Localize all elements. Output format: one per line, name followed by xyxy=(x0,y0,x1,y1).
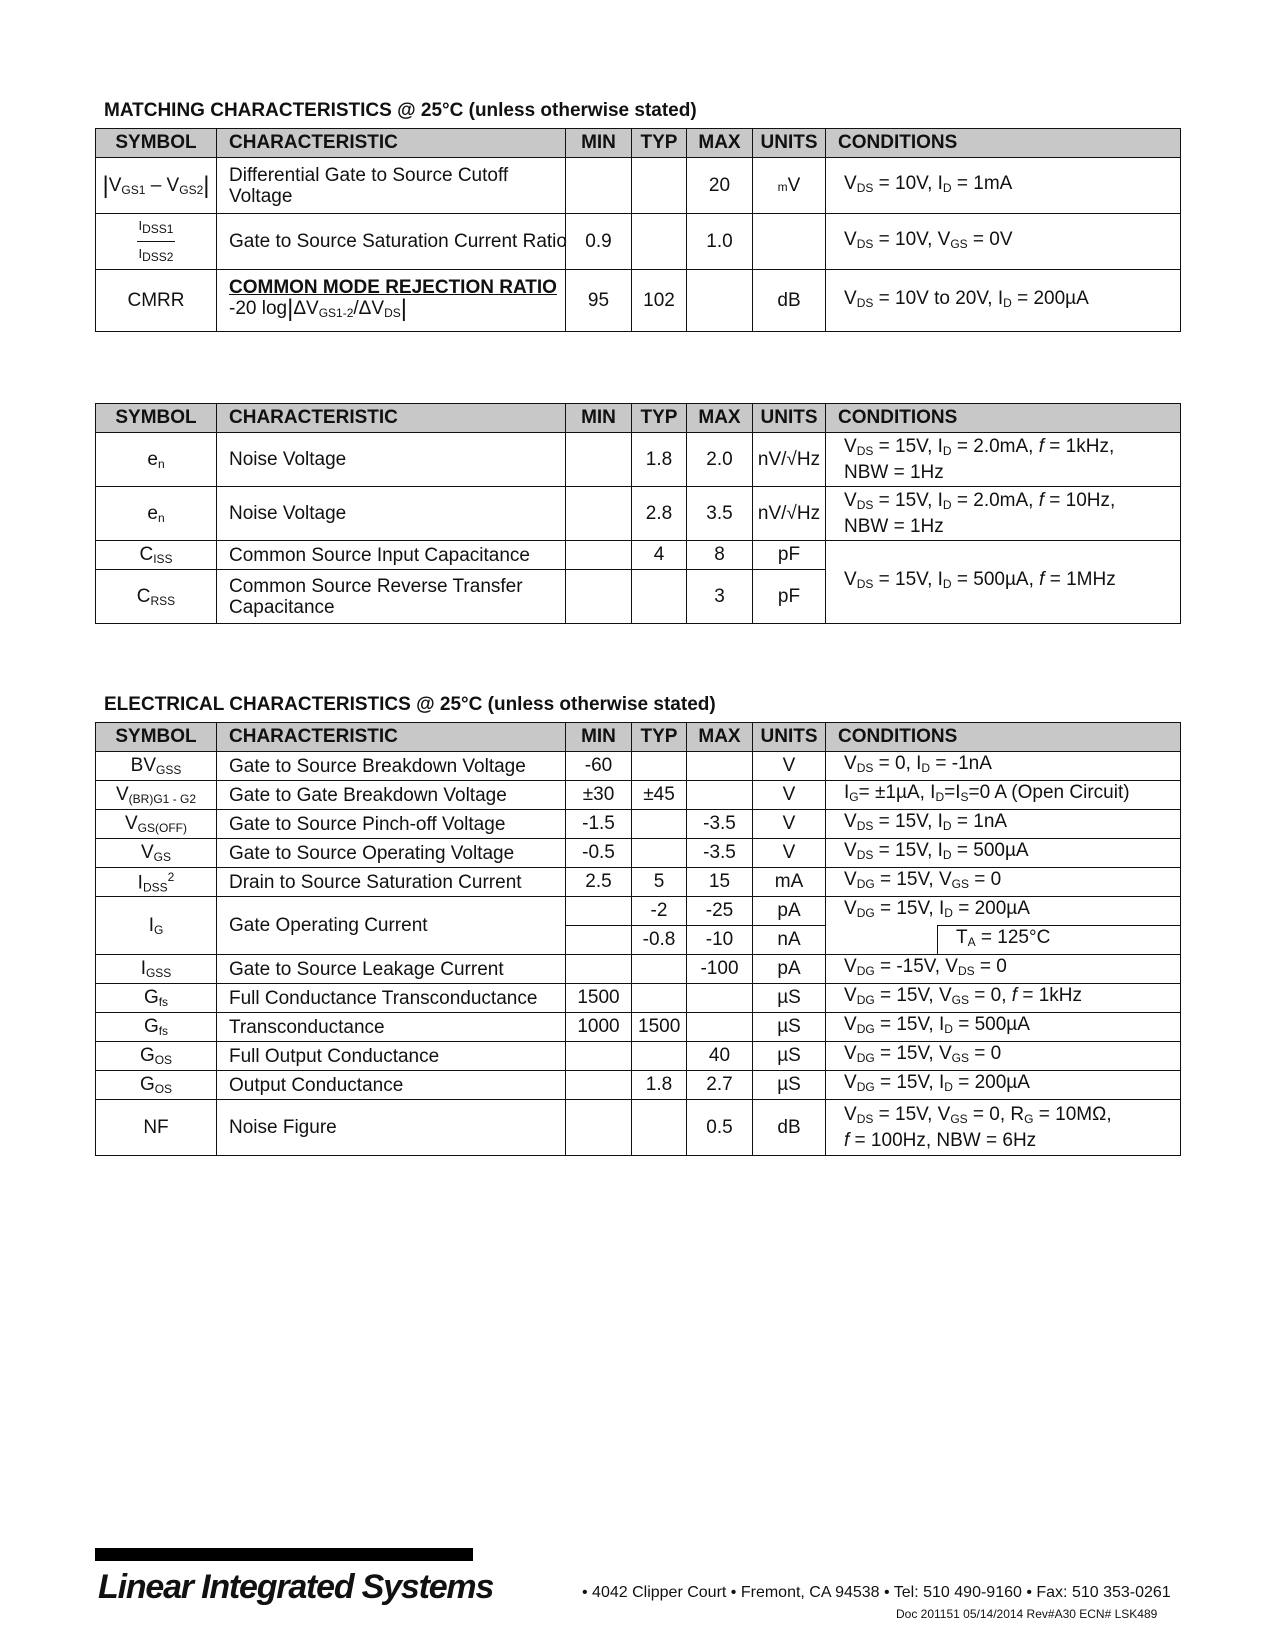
table-row xyxy=(96,752,1181,781)
max-cell: -100 xyxy=(687,955,753,984)
header-max: MAX xyxy=(687,723,753,752)
header-max: MAX xyxy=(687,129,753,158)
conditions-cell: $V_{DG} = -15V$, $V_{DS} = 0$ xyxy=(826,955,1181,984)
table-row xyxy=(96,214,1181,270)
symbol-cell: $G_{OS}$ xyxy=(96,1042,217,1071)
symbol-cell: $I_{DSS}^2$ xyxy=(96,868,217,897)
min-cell: ±30 xyxy=(566,781,632,810)
characteristic-cell: Gate Operating Current xyxy=(217,897,566,955)
max-cell: 3 xyxy=(687,570,753,624)
header-typ: TYP xyxy=(632,723,687,752)
table-header-row xyxy=(96,129,1181,158)
characteristic-cell: Common Source Reverse Transfer Capacitance xyxy=(217,570,566,624)
doc-info: Doc 201151 05/14/2014 Rev#A30 ECN# LSK489 xyxy=(896,1607,1158,1621)
conditions-cell: $V_{DS} = 15V$, $V_{GS} = 0$, $R_G = 10M\Omega$, f = 100Hz, NBW = 6Hz xyxy=(826,1100,1181,1156)
table-row xyxy=(96,868,1181,897)
header-conditions: CONDITIONS xyxy=(826,723,1181,752)
min-cell: -60 xyxy=(566,752,632,781)
min-cell: -0.5 xyxy=(566,839,632,868)
characteristic-cell: Gate to Source Leakage Current xyxy=(217,955,566,984)
typ-cell: 5 xyxy=(632,868,687,897)
conditions-cell: $V_{DS} = 15V$, $I_D = 500\mu A$, f = 1MHz xyxy=(826,541,1181,624)
company-address: • 4042 Clipper Court • Fremont, CA 94538 • Tel: 510 490-9160 • Fax: 510 353-0261 xyxy=(582,1584,1171,1601)
units-cell: V xyxy=(753,839,826,868)
characteristic-cell: Gate to Source Operating Voltage xyxy=(217,839,566,868)
conditions-cell: $V_{DS} = 0$, $I_D = -1nA$ xyxy=(826,752,1181,781)
noise-table xyxy=(95,403,1181,624)
units-cell: µS xyxy=(753,1071,826,1100)
units-cell: pF xyxy=(753,570,826,624)
typ-cell: 1.8 xyxy=(632,433,687,487)
header-symbol: SYMBOL xyxy=(96,129,217,158)
units-cell: µS xyxy=(753,1013,826,1042)
table-row xyxy=(96,1013,1181,1042)
conditions-cell: $V_{DS} = 15V$, $I_D = 2.0mA$, f = 1kHz, NBW = 1Hz xyxy=(826,433,1181,487)
characteristic-cell: Noise Figure xyxy=(217,1100,566,1156)
footer-bar xyxy=(95,1548,473,1561)
units-cell: nA xyxy=(753,926,826,955)
characteristic-cell: Transconductance xyxy=(217,1013,566,1042)
symbol-cell: $G_{OS}$ xyxy=(96,1071,217,1100)
conditions-cell: $V_{DS} = 10V$, $V_{GS} = 0V$ xyxy=(826,214,1181,270)
header-min: MIN xyxy=(566,129,632,158)
characteristic-cell: Drain to Source Saturation Current xyxy=(217,868,566,897)
table-row xyxy=(96,433,1181,487)
conditions-cell: $V_{DG} = 15V$, $V_{GS} = 0$ xyxy=(826,1042,1181,1071)
typ-cell: -2 xyxy=(632,897,687,926)
max-cell: -10 xyxy=(687,926,753,955)
symbol-cell: $e_n$ xyxy=(96,487,217,541)
symbol-cell: $C_{ISS}$ xyxy=(96,541,217,570)
header-max: MAX xyxy=(687,404,753,433)
units-cell: µS xyxy=(753,984,826,1013)
matching-table xyxy=(95,128,1181,332)
cmrr-title: COMMON MODE REJECTION RATIO xyxy=(229,277,557,298)
min-cell: 1500 xyxy=(566,984,632,1013)
table-row xyxy=(96,541,1181,570)
table-row xyxy=(96,1100,1181,1156)
symbol-cell: $e_n$ xyxy=(96,433,217,487)
max-cell: -25 xyxy=(687,897,753,926)
table-row xyxy=(96,158,1181,214)
conditions-cell: $V_{DG} = 15V$, $V_{GS} = 0$, f = 1kHz xyxy=(826,984,1181,1013)
characteristic-cell: Differential Gate to Source Cutoff Voltage xyxy=(217,158,566,214)
header-typ: TYP xyxy=(632,404,687,433)
symbol-cell: $\frac{I_{DSS1}}{I_{DSS2}}$ xyxy=(96,214,217,270)
max-cell: -3.5 xyxy=(687,839,753,868)
max-cell: 20 xyxy=(687,158,753,214)
header-characteristic: CHARACTERISTIC xyxy=(217,723,566,752)
symbol-cell: CMRR xyxy=(96,270,217,332)
units-cell: V xyxy=(753,752,826,781)
characteristic-cell: Common Source Input Capacitance xyxy=(217,541,566,570)
company-logo: Linear Integrated Systems xyxy=(98,1568,494,1606)
units-cell: nV/√Hz xyxy=(753,433,826,487)
header-characteristic: CHARACTERISTIC xyxy=(217,404,566,433)
max-cell: 15 xyxy=(687,868,753,897)
matching-title: MATCHING CHARACTERISTICS @ 25°C (unless otherwise stated) xyxy=(104,100,697,121)
header-units: UNITS xyxy=(753,723,826,752)
typ-cell: 1.8 xyxy=(632,1071,687,1100)
symbol-cell: $V_{GS(OFF)}$ xyxy=(96,810,217,839)
header-symbol: SYMBOL xyxy=(96,404,217,433)
conditions-cell: $V_{DG} = 15V$, $I_D = 200\mu A$ xyxy=(826,897,1181,926)
max-cell: 2.0 xyxy=(687,433,753,487)
conditions-cell: $V_{DS} = 10V$ to 20V, $I_D = 200\mu A$ xyxy=(826,270,1181,332)
header-symbol: SYMBOL xyxy=(96,723,217,752)
characteristic-cell: Gate to Source Breakdown Voltage xyxy=(217,752,566,781)
min-cell: 95 xyxy=(566,270,632,332)
symbol-cell: $BV_{GSS}$ xyxy=(96,752,217,781)
header-conditions: CONDITIONS xyxy=(826,404,1181,433)
table-row xyxy=(96,1071,1181,1100)
conditions-cell: $V_{DS} = 15V$, $I_D = 500\mu A$ xyxy=(826,839,1181,868)
min-cell: -1.5 xyxy=(566,810,632,839)
header-min: MIN xyxy=(566,404,632,433)
typ-cell: 2.8 xyxy=(632,487,687,541)
units-cell: pF xyxy=(753,541,826,570)
characteristic-cell: Gate to Gate Breakdown Voltage xyxy=(217,781,566,810)
header-units: UNITS xyxy=(753,129,826,158)
typ-cell: 1500 xyxy=(632,1013,687,1042)
symbol-cell: $C_{RSS}$ xyxy=(96,570,217,624)
symbol-cell: $G_{fs}$ xyxy=(96,1013,217,1042)
max-cell: 0.5 xyxy=(687,1100,753,1156)
typ-cell: 102 xyxy=(632,270,687,332)
units-cell: pA xyxy=(753,955,826,984)
typ-cell: -0.8 xyxy=(632,926,687,955)
units-cell: V xyxy=(753,810,826,839)
max-cell: -3.5 xyxy=(687,810,753,839)
units-cell: mV xyxy=(753,158,826,214)
table-header-row xyxy=(96,723,1181,752)
units-cell: dB xyxy=(753,270,826,332)
units-cell: pA xyxy=(753,897,826,926)
conditions-cell: $V_{DS} = 15V$, $I_D = 2.0mA$, f = 10Hz, NBW = 1Hz xyxy=(826,487,1181,541)
symbol-cell: NF xyxy=(96,1100,217,1156)
typ-cell: ±45 xyxy=(632,781,687,810)
table-row xyxy=(96,487,1181,541)
table-row xyxy=(96,955,1181,984)
max-cell: 1.0 xyxy=(687,214,753,270)
table-header-row xyxy=(96,404,1181,433)
symbol-cell: $G_{fs}$ xyxy=(96,984,217,1013)
units-cell: V xyxy=(753,781,826,810)
header-units: UNITS xyxy=(753,404,826,433)
table-row xyxy=(96,984,1181,1013)
max-cell: 2.7 xyxy=(687,1071,753,1100)
header-typ: TYP xyxy=(632,129,687,158)
max-cell: 40 xyxy=(687,1042,753,1071)
conditions-cell: $T_A = 125^\circ C$ xyxy=(938,926,1181,955)
cmrr-formula: -20 $\log|\Delta V_{GS1-2}/\Delta V_{DS}|$ xyxy=(229,295,407,322)
min-cell: 0.9 xyxy=(566,214,632,270)
characteristic-cell: Noise Voltage xyxy=(217,433,566,487)
symbol-cell: $I_{GSS}$ xyxy=(96,955,217,984)
table-row xyxy=(96,270,1181,332)
characteristic-cell: Gate to Source Saturation Current Ratio xyxy=(217,214,566,270)
units-cell: dB xyxy=(753,1100,826,1156)
max-cell: 3.5 xyxy=(687,487,753,541)
characteristic-cell: Noise Voltage xyxy=(217,487,566,541)
symbol-cell: $V_{GS}$ xyxy=(96,839,217,868)
table-row xyxy=(96,1042,1181,1071)
characteristic-cell: Full Conductance Transconductance xyxy=(217,984,566,1013)
symbol-cell: $|V_{GS1} - V_{GS2}|$ xyxy=(96,158,217,214)
symbol-cell: $V_{(BR)G1 - G2}$ xyxy=(96,781,217,810)
table-row xyxy=(96,897,1181,926)
conditions-cell: $V_{DG} = 15V$, $I_D = 500\mu A$ xyxy=(826,1013,1181,1042)
header-characteristic: CHARACTERISTIC xyxy=(217,129,566,158)
header-min: MIN xyxy=(566,723,632,752)
header-conditions: CONDITIONS xyxy=(826,129,1181,158)
table-row xyxy=(96,839,1181,868)
min-cell: 1000 xyxy=(566,1013,632,1042)
units-cell: µS xyxy=(753,1042,826,1071)
conditions-cell: $V_{DG} = 15V$, $I_D = 200\mu A$ xyxy=(826,1071,1181,1100)
characteristic-cell: Gate to Source Pinch-off Voltage xyxy=(217,810,566,839)
conditions-cell: $V_{DS} = 15V$, $I_D = 1nA$ xyxy=(826,810,1181,839)
conditions-cell: $V_{DS} = 10V$, $I_D = 1mA$ xyxy=(826,158,1181,214)
units-cell: nV/√Hz xyxy=(753,487,826,541)
typ-cell: 4 xyxy=(632,541,687,570)
max-cell: 8 xyxy=(687,541,753,570)
conditions-cell: $I_G= \pm 1\mu A$, $I_D=I_S=0$ A (Open Circuit) xyxy=(826,781,1181,810)
characteristic-cell xyxy=(217,270,566,332)
electrical-title: ELECTRICAL CHARACTERISTICS @ 25°C (unless otherwise stated) xyxy=(104,694,716,715)
characteristic-cell: Full Output Conductance xyxy=(217,1042,566,1071)
units-cell: mA xyxy=(753,868,826,897)
conditions-cell: $V_{DG} = 15V$, $V_{GS} = 0$ xyxy=(826,868,1181,897)
min-cell: 2.5 xyxy=(566,868,632,897)
table-row xyxy=(96,810,1181,839)
table-row xyxy=(96,781,1181,810)
symbol-cell: $I_G$ xyxy=(96,897,217,955)
electrical-table xyxy=(95,722,1181,1156)
characteristic-cell: Output Conductance xyxy=(217,1071,566,1100)
